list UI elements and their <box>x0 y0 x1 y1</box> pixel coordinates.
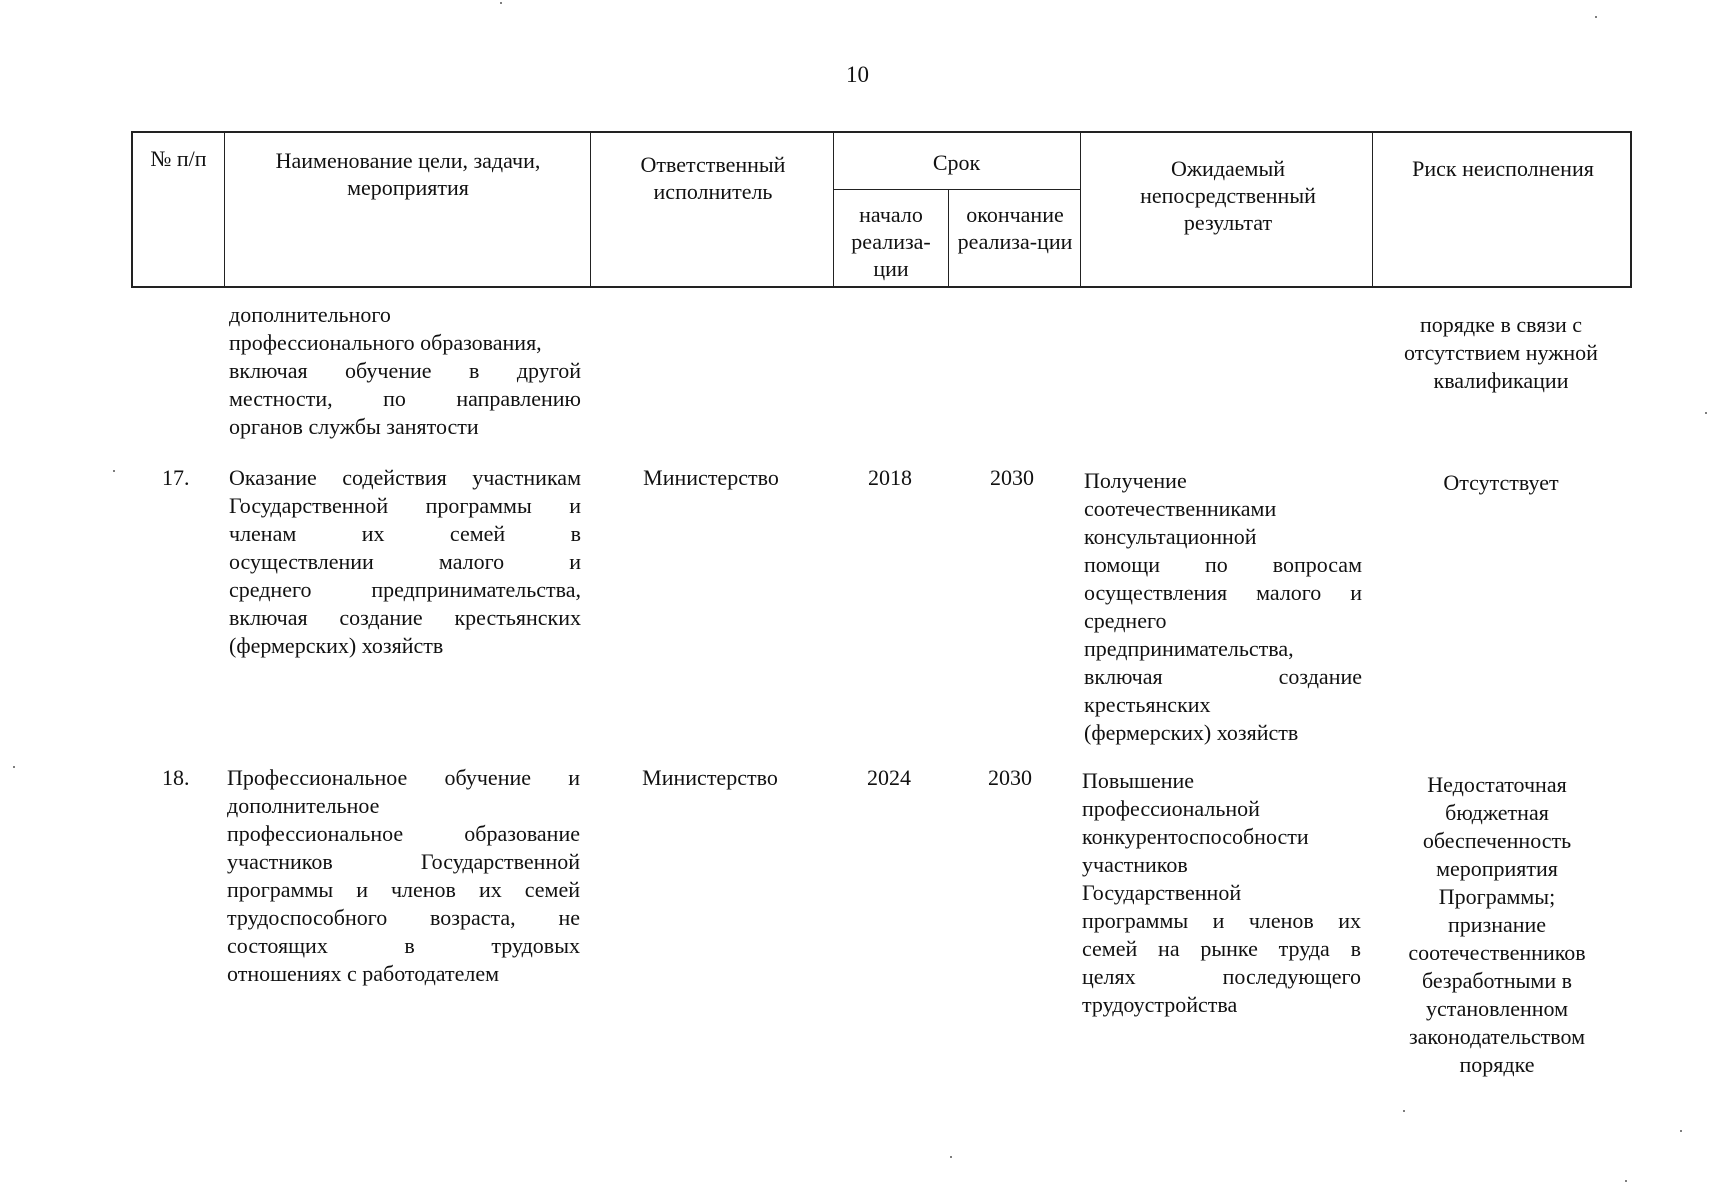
row-18-responsible: Министерство <box>642 765 778 790</box>
row-17-start: 2018 <box>868 465 912 490</box>
header-term: Срок <box>932 150 981 175</box>
row-18-expected: Повышение профессиональной конкурентоспособности участников Государственной программы и членов их семей на рынке труда в целях последующего трудоустройства <box>1082 768 1361 1017</box>
column-divider <box>948 189 949 286</box>
column-divider <box>1372 133 1373 286</box>
scan-speck <box>500 2 502 4</box>
scan-speck <box>1705 412 1707 414</box>
row-17-responsible: Министерство <box>643 465 779 490</box>
header-risk: Риск неисполнения <box>1412 156 1594 181</box>
continuation-name: дополнительного профессионального образования, включая обучение в другой местности, по направлению органов службы занятости <box>229 302 581 439</box>
page-number: 10 <box>846 62 869 87</box>
column-divider <box>1080 133 1081 286</box>
row-18-num: 18. <box>162 765 190 790</box>
header-end: окончание реализа-ции <box>957 202 1073 254</box>
row-17-expected: Получение соотечественниками консультационной помощи по вопросам осуществления малого и среднего предпринимательства, включая создание крестьянских (фермерских) хозяйств <box>1084 468 1362 745</box>
row-18-start: 2024 <box>867 765 911 790</box>
scan-speck <box>1680 1130 1682 1132</box>
column-divider <box>590 133 591 286</box>
table-header <box>131 131 1632 288</box>
scan-speck <box>1595 16 1597 18</box>
header-start: начало реализа-ции <box>851 202 931 281</box>
scan-speck <box>1625 1180 1627 1182</box>
column-divider <box>224 133 225 286</box>
scan-speck <box>1403 1110 1405 1112</box>
row-17-end: 2030 <box>990 465 1034 490</box>
scan-speck <box>113 470 115 472</box>
header-responsible: Ответственный исполнитель <box>640 152 786 204</box>
term-divider <box>833 189 1080 190</box>
continuation-risk: порядке в связи с отсутствием нужной квалификации <box>1404 312 1598 393</box>
row-17-num: 17. <box>162 465 190 490</box>
row-18-end: 2030 <box>988 765 1032 790</box>
scan-speck <box>13 766 15 768</box>
header-num: № п/п <box>150 146 207 171</box>
header-name: Наименование цели, задачи, мероприятия <box>275 148 541 200</box>
row-18-risk: Недостаточная бюджетная обеспеченность мероприятия Программы; признание соотечественников безработными в установленном законодательством порядке <box>1408 772 1586 1077</box>
header-expected: Ожидаемый непосредственный результат <box>1140 156 1316 235</box>
scan-speck <box>950 1156 952 1158</box>
row-18-name: Профессиональное обучение и дополнительное профессиональное образование участников Государственной программы и членов их семей трудоспособного возраста, не состоящих в трудовых отношениях с работодателем <box>227 765 580 986</box>
row-17-name: Оказание содействия участникам Государственной программы и членам их семей в осуществлении малого и среднего предпринимательства, включая создание крестьянских (фермерских) хозяйств <box>229 465 581 658</box>
row-17-risk: Отсутствует <box>1443 470 1559 495</box>
